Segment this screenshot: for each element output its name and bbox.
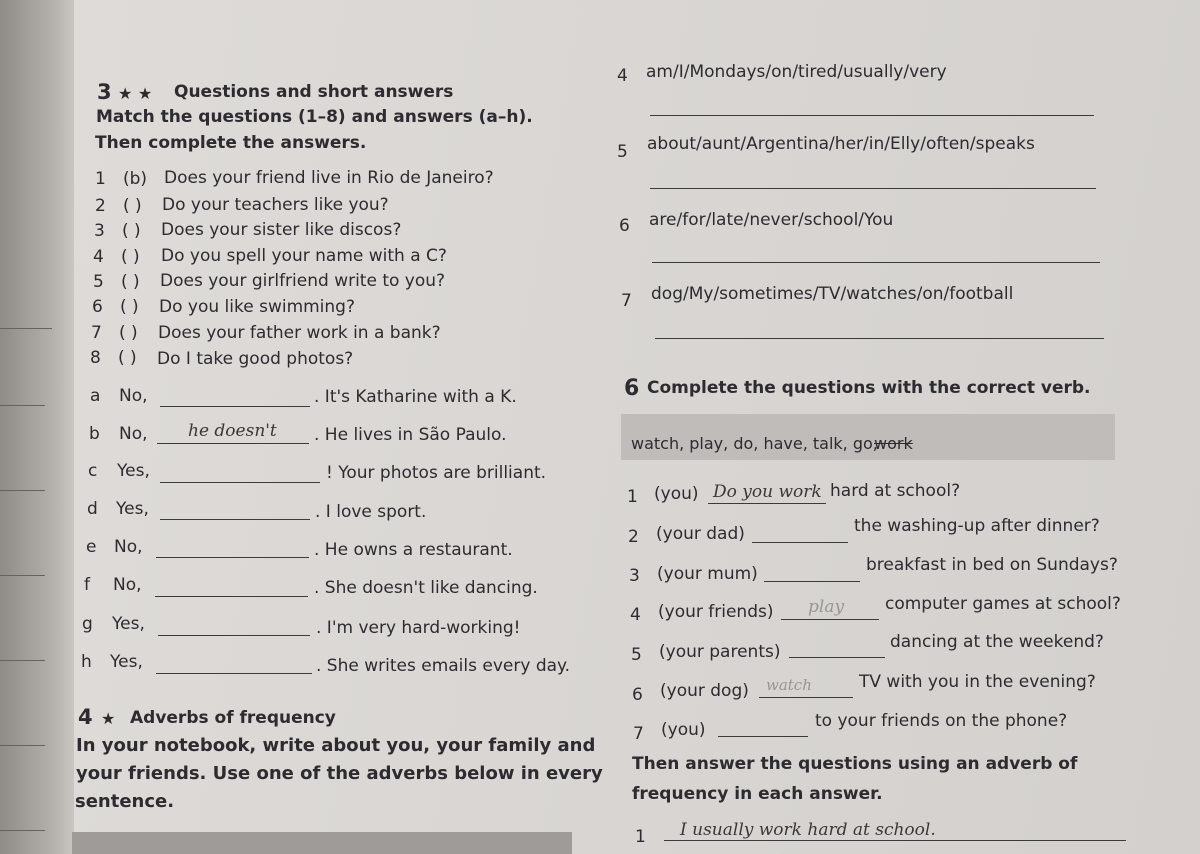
verb-word-box: [621, 414, 1115, 460]
question-rest: the washing-up after dinner?: [854, 516, 1100, 536]
answer-line[interactable]: [650, 188, 1096, 189]
answer-blank[interactable]: [160, 406, 310, 407]
answer-blank[interactable]: [156, 673, 312, 674]
match-bracket[interactable]: (b): [123, 169, 148, 189]
question-subject: (your mum): [657, 564, 758, 584]
word-prompt: about/aunt/Argentina/her/in/Elly/often/speaks: [647, 134, 1035, 154]
question-number: 6: [92, 297, 103, 317]
exercise-6-followup: frequency in each answer.: [632, 784, 883, 804]
answer-blank[interactable]: [764, 581, 860, 582]
pencil-answer: play: [808, 597, 845, 617]
answer-line[interactable]: [664, 840, 1126, 841]
margin-mark: [0, 490, 45, 491]
match-bracket[interactable]: ( ): [121, 272, 140, 292]
margin-mark: [0, 575, 45, 576]
item-number: 5: [617, 142, 628, 162]
answer-rest: . It's Katharine with a K.: [314, 387, 517, 407]
exercise-3-instruction: Then complete the answers.: [95, 133, 367, 153]
answer-rest: . He owns a restaurant.: [314, 540, 513, 560]
answer-rest: . He lives in São Paulo.: [314, 425, 507, 445]
question-subject: (your dog): [660, 681, 749, 701]
adverbs-box-edge: [72, 832, 572, 854]
answer-letter: h: [81, 652, 92, 672]
question-number: 7: [91, 323, 102, 343]
answer-blank[interactable]: [158, 635, 310, 636]
question-number: 1: [95, 169, 106, 189]
answer-line[interactable]: [650, 115, 1094, 116]
answer-line[interactable]: [652, 262, 1100, 263]
question-rest: hard at school?: [830, 481, 961, 501]
pencil-answer: watch: [766, 676, 812, 694]
answer-lead: Yes,: [110, 652, 143, 672]
answer-blank[interactable]: [718, 736, 808, 737]
answer-blank[interactable]: [789, 657, 885, 658]
question-number: 4: [93, 247, 104, 267]
answer-letter: c: [88, 461, 98, 481]
question-subject: (your parents): [659, 642, 781, 662]
item-number: 5: [631, 645, 642, 665]
answer-letter: b: [89, 424, 100, 444]
question-subject: (your dad): [656, 524, 745, 544]
margin-mark: [0, 745, 45, 746]
question-number: 3: [94, 221, 105, 241]
item-number: 3: [629, 566, 640, 586]
difficulty-stars: ★: [101, 709, 116, 728]
word-prompt: are/for/late/never/school/You: [649, 210, 894, 230]
match-bracket[interactable]: ( ): [123, 196, 142, 216]
exercise-6-followup: Then answer the questions using an adverb of: [632, 754, 1078, 774]
answer-letter: g: [82, 614, 93, 634]
handwritten-answer: Do you work: [713, 482, 822, 502]
used-verb: work: [874, 434, 913, 453]
item-number: 6: [632, 685, 643, 705]
question-text: Does your father work in a bank?: [158, 323, 441, 343]
answer-blank[interactable]: [160, 519, 310, 520]
answer-lead: Yes,: [112, 614, 145, 634]
answer-lead: No,: [113, 575, 142, 595]
answer-letter: f: [84, 575, 90, 595]
margin-mark: [0, 405, 45, 406]
match-bracket[interactable]: ( ): [121, 247, 140, 267]
page-gutter: [0, 0, 74, 854]
item-number: 4: [617, 66, 628, 86]
answer-rest: . I'm very hard-working!: [316, 618, 521, 638]
question-text: Does your friend live in Rio de Janeiro?: [164, 168, 494, 188]
question-rest: to your friends on the phone?: [815, 711, 1068, 731]
item-number: 1: [635, 827, 646, 847]
question-rest: dancing at the weekend?: [890, 632, 1104, 652]
word-prompt: am/I/Mondays/on/tired/usually/very: [646, 62, 947, 82]
question-text: Does your sister like discos?: [161, 220, 402, 240]
answer-rest: . She writes emails every day.: [316, 656, 571, 676]
question-subject: (you): [654, 484, 699, 504]
question-text: Do you spell your name with a C?: [161, 246, 447, 266]
question-rest: computer games at school?: [885, 594, 1121, 614]
exercise-3-instruction: Match the questions (1–8) and answers (a–h).: [96, 107, 533, 127]
answer-blank[interactable]: [160, 482, 320, 483]
answer-letter: a: [90, 386, 101, 406]
item-number: 6: [619, 216, 630, 236]
question-rest: breakfast in bed on Sundays?: [866, 555, 1118, 575]
answer-lead: No,: [119, 424, 148, 444]
exercise-4-instruction: In your notebook, write about you, your family and: [76, 735, 596, 756]
match-bracket[interactable]: ( ): [118, 348, 137, 368]
question-text: Do I take good photos?: [157, 349, 354, 369]
margin-mark: [0, 830, 45, 831]
question-text: Does your girlfriend write to you?: [160, 271, 446, 291]
question-rest: TV with you in the evening?: [859, 672, 1096, 692]
margin-mark: [0, 660, 45, 661]
question-subject: (your friends): [658, 602, 774, 622]
question-number: 5: [93, 272, 104, 292]
answer-letter: e: [86, 537, 97, 557]
answer-blank[interactable]: [708, 503, 826, 504]
margin-mark: [0, 328, 52, 329]
question-subject: (you): [661, 720, 706, 740]
handwritten-answer: I usually work hard at school.: [680, 820, 936, 840]
answer-rest: . She doesn't like dancing.: [314, 578, 538, 598]
answer-lead: No,: [114, 537, 143, 557]
match-bracket[interactable]: ( ): [120, 297, 139, 317]
word-prompt: dog/My/sometimes/TV/watches/on/football: [651, 284, 1014, 304]
exercise-4-instruction: sentence.: [75, 791, 175, 812]
answer-blank[interactable]: [752, 542, 848, 543]
exercise-6-title: Complete the questions with the correct verb.: [647, 378, 1091, 398]
answer-blank[interactable]: [156, 557, 309, 558]
difficulty-stars: ★ ★: [118, 84, 153, 103]
question-text: Do you like swimming?: [159, 297, 355, 317]
verb-list: watch, play, do, have, talk, go,: [631, 434, 878, 453]
item-number: 4: [630, 605, 641, 625]
item-number: 7: [633, 724, 644, 744]
answer-lead: Yes,: [116, 499, 149, 519]
answer-lead: Yes,: [117, 461, 150, 481]
exercise-3-number: 3: [97, 80, 112, 104]
answer-blank[interactable]: [155, 596, 308, 597]
match-bracket[interactable]: ( ): [122, 221, 141, 241]
question-number: 8: [90, 348, 101, 368]
answer-rest: ! Your photos are brilliant.: [326, 463, 547, 483]
question-number: 2: [95, 196, 106, 216]
match-bracket[interactable]: ( ): [119, 323, 138, 343]
exercise-4-instruction: your friends. Use one of the adverbs below in every: [76, 763, 603, 784]
answer-lead: No,: [119, 386, 148, 406]
exercise-4-title: Adverbs of frequency: [130, 708, 336, 728]
answer-rest: . I love sport.: [315, 502, 427, 522]
answer-blank[interactable]: [781, 619, 879, 620]
question-text: Do your teachers like you?: [162, 195, 389, 215]
exercise-3-title: Questions and short answers: [174, 82, 454, 102]
answer-letter: d: [87, 499, 98, 519]
exercise-6-number: 6: [624, 376, 640, 401]
answer-line[interactable]: [655, 338, 1104, 339]
item-number: 2: [628, 527, 639, 547]
answer-blank[interactable]: [157, 443, 309, 444]
item-number: 1: [627, 487, 638, 507]
answer-blank[interactable]: [759, 697, 853, 698]
exercise-4-number: 4: [78, 705, 93, 729]
item-number: 7: [621, 291, 632, 311]
handwritten-answer: he doesn't: [188, 421, 277, 441]
